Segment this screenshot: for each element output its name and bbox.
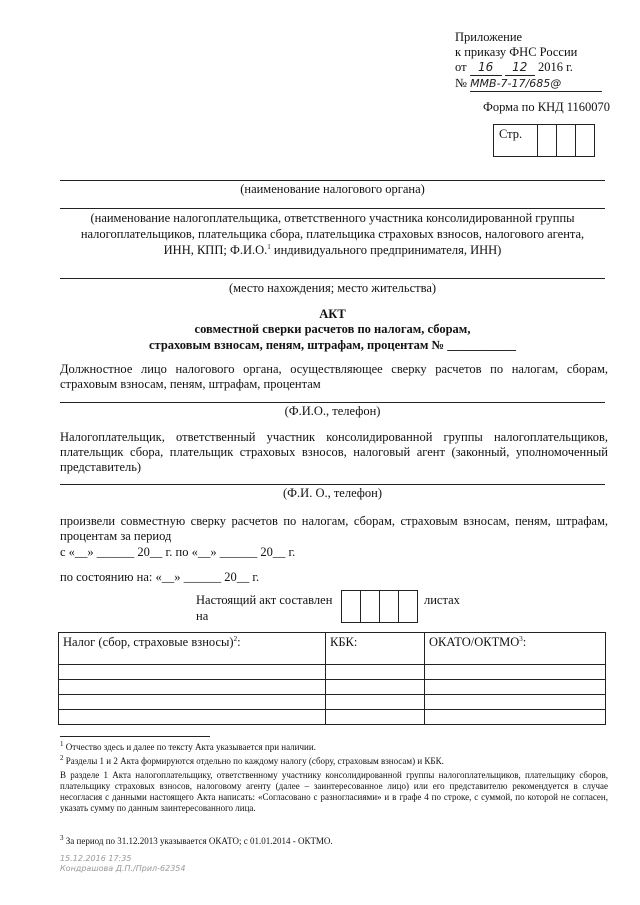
- sheets-cell: [342, 591, 361, 623]
- tax-authority-caption: (наименование налогового органа): [240, 182, 425, 196]
- table-row: [59, 695, 606, 710]
- taxpayer-caption-2: налогоплательщиков, плательщика сбора, плательщика страховых взносов, налогового агента,: [80, 227, 585, 241]
- sheets-count-box: [341, 590, 418, 623]
- header-oktmo-text: ОКАТО/ОКТМО: [429, 635, 520, 649]
- appendix-order: к приказу ФНС России: [455, 45, 578, 59]
- taxpayer-text-1: Налогоплательщик, ответственный участник консолидированной группы налогоплательщиков,: [60, 430, 608, 444]
- taxpayer-rep-line: [60, 484, 605, 485]
- number-prefix: №: [455, 76, 467, 90]
- official-caption: (Ф.И.О., телефон): [284, 404, 381, 418]
- act-subtitle-2: страховым взносам, пеням, штрафам, процентам № ___________: [148, 338, 516, 352]
- official-text-2: страховым взносам, пеням, штрафам, процентам: [60, 377, 321, 391]
- footnote-3: [60, 836, 608, 847]
- sheets-label-1: Настоящий акт составлен: [196, 593, 333, 607]
- act-title: АКТ: [319, 307, 346, 321]
- footnote-separator: [60, 736, 210, 737]
- header-tax-text: Налог (сбор, страховые взносы): [63, 635, 234, 649]
- sheets-label-2: на: [196, 609, 209, 623]
- period-range: с «__» ______ 20__ г. по «__» ______ 20__ г.: [60, 545, 296, 559]
- table-row: [59, 710, 606, 725]
- taxpayer-caption-1: (наименование налогоплательщика, ответственного участника консолидированной группы: [90, 211, 575, 225]
- sheets-cell: [380, 591, 399, 623]
- sheets-suffix: листах: [424, 593, 460, 607]
- taxpayer-caption-3: [55, 243, 610, 258]
- page-cell: [538, 125, 557, 157]
- date-month: 12: [505, 60, 535, 76]
- page-cell: [557, 125, 576, 157]
- appendix-title: Приложение: [455, 30, 523, 44]
- header-tax-colon: :: [237, 635, 241, 649]
- location-line: [60, 278, 605, 279]
- page-number-box: [493, 124, 595, 157]
- registration-stamp-date: 15.12.2016 17:35: [60, 854, 132, 863]
- as-of-date: по состоянию на: «__» ______ 20__ г.: [60, 570, 260, 584]
- page-label: Стр.: [494, 125, 538, 157]
- taxpayer-text-2: плательщик сбора, плательщик страховых взносов, налоговый агент (законный, уполномоченный: [60, 445, 608, 459]
- date-year: 2016 г.: [537, 60, 573, 74]
- registration-stamp-id: Кондрашова Д.П./Прил-62354: [60, 864, 186, 873]
- header-oktmo: [425, 633, 606, 665]
- header-oktmo-colon: :: [522, 635, 527, 649]
- taxpayer-line: [60, 208, 605, 209]
- appendix-number: [455, 76, 615, 92]
- period-text-1: произвели совместную сверку расчетов по налогам, сборам, страховым взносам, пеням, штрафам,: [60, 514, 608, 528]
- footnote-ref-1: 1: [267, 242, 271, 251]
- header-kbk: КБК:: [326, 633, 425, 665]
- sheets-cell: [361, 591, 380, 623]
- appendix-date: [455, 60, 605, 76]
- footnote-3-text: За период по 31.12.2013 указывается ОКАТО; с 01.01.2014 - ОКТМО.: [63, 836, 333, 846]
- taxpayer-text-3: представитель): [60, 460, 142, 474]
- footnote-2-detail: В разделе 1 Акта налогоплательщику, ответственному участнику консолидированной группы налогоплательщиков, плательщику сборов, плательщику страховых взносов, налоговому агенту (далее – заинтересованное лицо) или его представителю рекомендуется в случае несогласия с данными настоящего Акта написать: «Согласовано с разногласиями» и в графе 4 по строке, с суммой, по которой не согласен, указать сумму по данным заинтересованного лица.: [60, 770, 608, 813]
- footnote-1-text: Отчество здесь и далее по тексту Акта указывается при наличии.: [63, 742, 316, 752]
- tax-table-header: [59, 633, 606, 665]
- footnote-1-number: 1: [60, 740, 64, 748]
- footnote-2-text: Разделы 1 и 2 Акта формируются отдельно по каждому налогу (сбору, страховым взносам) и КБК.: [63, 756, 444, 766]
- taxpayer-caption-3b: индивидуального предпринимателя, ИНН): [270, 243, 502, 257]
- official-line: [60, 402, 605, 403]
- period-text-2: процентам за период: [60, 529, 172, 543]
- page-cell: [576, 125, 595, 157]
- tax-table: [58, 632, 606, 725]
- footnote-3-number: 3: [60, 834, 64, 842]
- location-caption: (место нахождения; место жительства): [228, 281, 437, 295]
- footnote-2-number: 2: [60, 754, 64, 762]
- footnote-ref-3: 3: [519, 634, 523, 643]
- date-prefix: от: [455, 60, 467, 74]
- tax-authority-line: [60, 180, 605, 181]
- form-code: Форма по КНД 1160070: [483, 100, 611, 114]
- table-row: [59, 680, 606, 695]
- header-tax: [59, 633, 326, 665]
- act-subtitle-1: совместной сверки расчетов по налогам, сборам,: [194, 322, 471, 336]
- table-row: [59, 665, 606, 680]
- number-value: ММВ-7-17/685@: [470, 76, 602, 92]
- taxpayer-caption-3a: ИНН, КПП; Ф.И.О.: [163, 243, 268, 257]
- footnote-2: [60, 756, 608, 767]
- sheets-cell: [399, 591, 418, 623]
- date-day: 16: [470, 60, 502, 76]
- footnote-1: [60, 742, 608, 753]
- footnote-ref-2: 2: [233, 634, 238, 643]
- taxpayer-rep-caption: (Ф.И. О., телефон): [283, 486, 382, 500]
- official-text-1: Должностное лицо налогового органа, осуществляющее сверку расчетов по налогам, сборам,: [60, 362, 608, 376]
